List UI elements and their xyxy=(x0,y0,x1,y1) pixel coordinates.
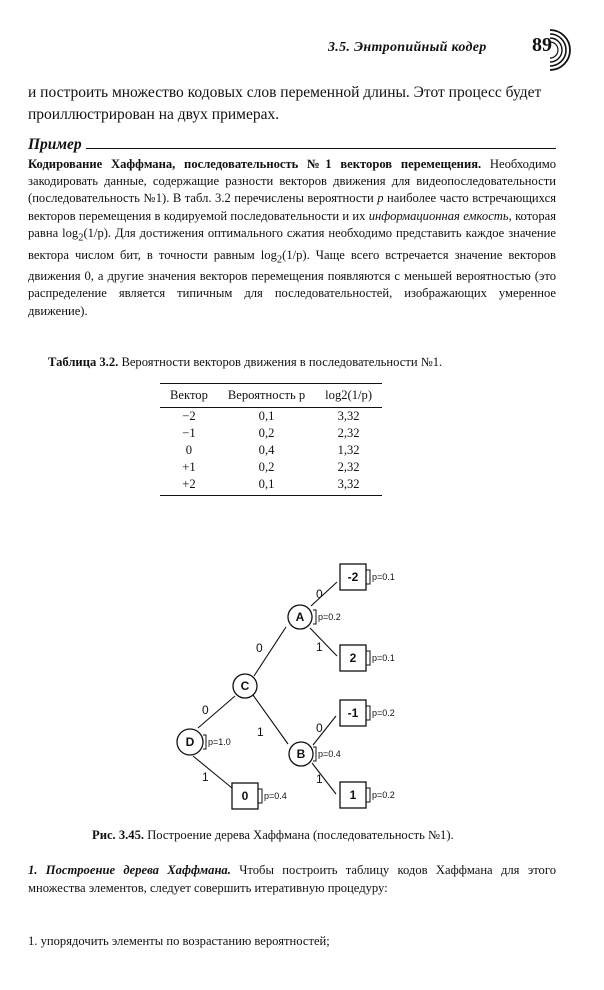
table-row: 0 0,4 1,32 xyxy=(185,443,360,457)
table-header: log2(1/p) xyxy=(315,384,382,408)
tree-leaf-1: 1 xyxy=(349,788,357,802)
page-corner-arc-icon xyxy=(548,28,574,72)
list-item: 1. упорядочить элементы по возрастанию вероятностей; xyxy=(28,934,330,948)
table-caption: Таблица 3.2. Вероятности векторов движения в последовательности №1. xyxy=(48,355,443,369)
running-header xyxy=(0,28,604,72)
example-paragraph: Кодирование Хаффмана, последовательность №1 векторов перемещения. Необходимо закодировать данные, содержащие разности векторов движения для видеопоследовательности (последовательность №1). В табл. 3.2 перечислены вероятности p наиболее часто встречающихся векторов перемещения в кодируемой последовательности и их информационная емкость, которая равна $\log_2(1/p)$. Для достижения оптимального сжатия необходимо представить каждое значение вектора числом бит, в точности равным $\log_2(1/p)$. Чаще всего встречается значение векторов движения 0, а другие значения векторов перемещения появляются с меньшей вероятностью (это распределение является типичным для последовательностей, изображающих умеренное движение). xyxy=(28,157,556,318)
prob-label: p=0.2 xyxy=(318,612,341,622)
tree-leaf-minus2: -2 xyxy=(347,570,359,584)
prob-label: p=1.0 xyxy=(208,737,231,747)
prob-label: p=0.4 xyxy=(264,791,287,801)
example-rule xyxy=(28,148,556,149)
table-header: Вероятность p xyxy=(218,384,315,408)
prob-label: p=0.1 xyxy=(372,653,395,663)
table-row: −2 0,1 3,32 xyxy=(182,409,360,423)
table-row: −1 0,2 2,32 xyxy=(182,426,360,440)
vector-probability-table xyxy=(160,383,382,496)
example-title: Кодирование Хаффмана, последовательность №1 векторов перемещения. xyxy=(28,157,482,171)
edge-label: 0 xyxy=(316,587,323,601)
tree-leaf-minus1: -1 xyxy=(347,706,359,720)
table-header: Вектор xyxy=(160,384,218,408)
tree-node-a: A xyxy=(295,610,305,624)
prob-label: p=0.2 xyxy=(372,708,395,718)
tree-leaf-0: 0 xyxy=(241,789,249,803)
edge-label: 0 xyxy=(316,721,323,735)
prob-label: p=0.4 xyxy=(318,749,341,759)
edge-label: 1 xyxy=(257,725,264,739)
table-row: +2 0,1 3,32 xyxy=(160,476,382,496)
example-label: Пример xyxy=(28,136,86,153)
edge-label: 1 xyxy=(202,770,209,784)
edge-label: 0 xyxy=(202,703,209,717)
step-title: 1. Построение дерева Хаффмана. xyxy=(28,863,231,877)
intro-paragraph: и построить множество кодовых слов переменной длины. Этот процесс будет проиллюстрирован на двух примерах. xyxy=(28,84,542,123)
tree-node-b: B xyxy=(296,747,306,761)
edge-label: 1 xyxy=(316,772,323,786)
figure-caption: Рис. 3.45. Построение дерева Хаффмана (последовательность №1). xyxy=(92,828,454,842)
prob-label: p=0.2 xyxy=(372,790,395,800)
prob-label: p=0.1 xyxy=(372,572,395,582)
edge-label: 1 xyxy=(316,640,323,654)
running-title: 3.5. Энтропийный кодер xyxy=(328,40,487,55)
huffman-tree-diagram xyxy=(150,548,440,813)
step-paragraph: 1. Построение дерева Хаффмана. Чтобы построить таблицу кодов Хаффмана для этого множества элементов, следует совершить итеративную процедуру: xyxy=(28,863,557,895)
table-row: +1 0,2 2,32 xyxy=(182,460,360,474)
tree-node-d: D xyxy=(185,735,195,749)
page-number: 89 xyxy=(532,34,552,56)
tree-leaf-2: 2 xyxy=(349,651,357,665)
tree-node-c: C xyxy=(240,679,250,693)
edge-label: 0 xyxy=(256,641,263,655)
example-heading xyxy=(28,136,556,156)
